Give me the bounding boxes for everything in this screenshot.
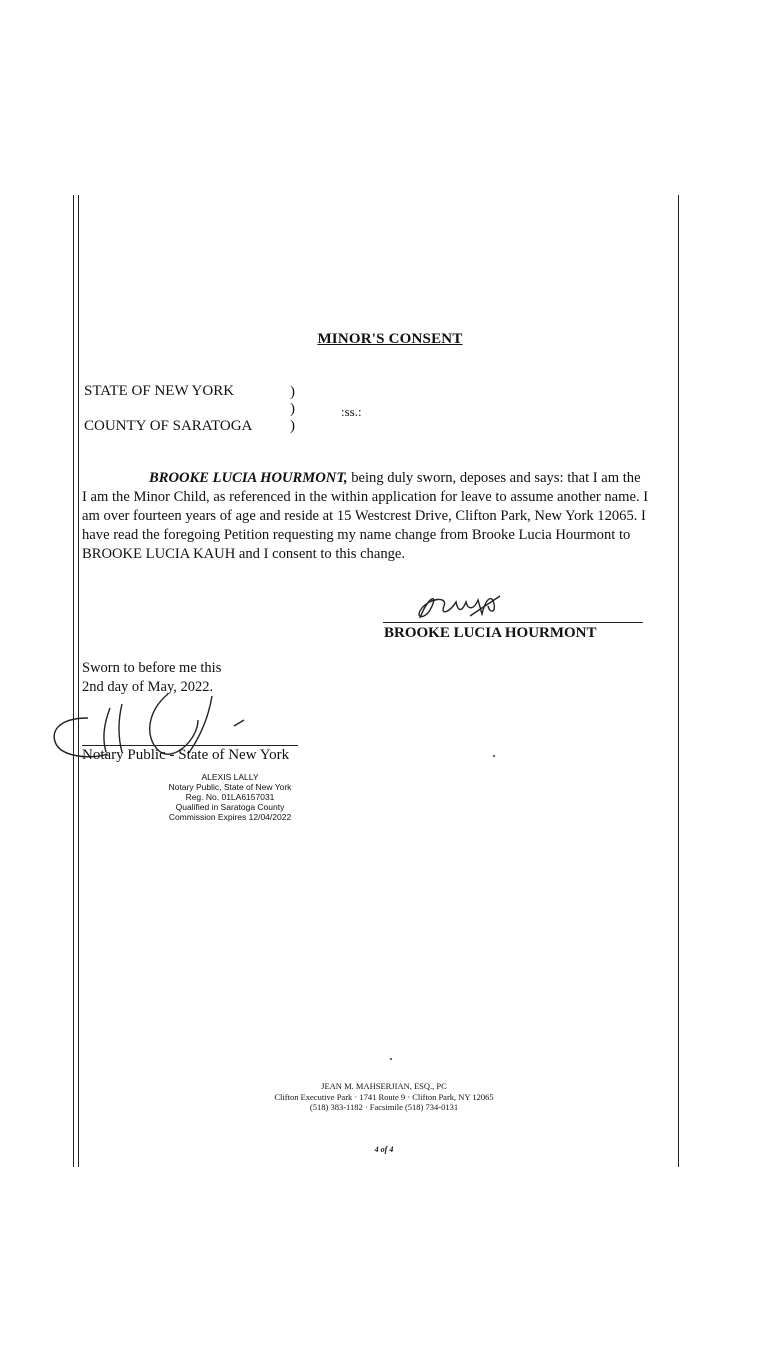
footer-address: Clifton Executive Park · 1741 Route 9 · Clifton Park, NY 12065 bbox=[274, 1091, 494, 1102]
notary-title: Notary Public - State of New York bbox=[82, 747, 290, 763]
signature-line bbox=[383, 622, 643, 623]
speck bbox=[493, 755, 495, 757]
stamp-line: Qualified in Saratoga County bbox=[175, 802, 285, 812]
document-title: MINOR'S CONSENT bbox=[317, 331, 463, 347]
venue-state: STATE OF NEW YORK bbox=[84, 383, 235, 399]
stamp-line: ALEXIS LALLY bbox=[201, 772, 259, 782]
footer-phone: (518) 383-1182 · Facsimile (518) 734-0131 bbox=[309, 1102, 459, 1112]
sworn-line-2: 2nd day of May, 2022. bbox=[82, 679, 214, 695]
footer-firm: JEAN M. MAHSERJIAN, ESQ., PC bbox=[321, 1081, 447, 1091]
venue-paren-2: ) bbox=[290, 401, 295, 417]
stamp-line: Notary Public, State of New York bbox=[168, 782, 292, 792]
speck bbox=[390, 1058, 392, 1060]
body-line-2: I am the Minor Child, as referenced in the within application for leave to assume another name. I bbox=[82, 489, 649, 505]
venue-paren-3: ) bbox=[290, 418, 295, 434]
body-line-3: am over fourteen years of age and reside at 15 Westcrest Drive, Clifton Park, New York 12065. I bbox=[82, 508, 646, 524]
venue-ss: :ss.: bbox=[341, 404, 362, 419]
affiant-signature bbox=[400, 588, 510, 624]
page-number: 4 of 4 bbox=[374, 1145, 394, 1154]
sworn-line-1: Sworn to before me this bbox=[82, 660, 222, 676]
venue-county: COUNTY OF SARATOGA bbox=[84, 418, 253, 434]
venue-paren-1: ) bbox=[290, 384, 295, 400]
notary-stamp bbox=[130, 772, 330, 822]
body-line-5: BROOKE LUCIA KAUH and I consent to this change. bbox=[82, 546, 406, 562]
footer bbox=[0, 1081, 768, 1113]
stamp-line: Commission Expires 12/04/2022 bbox=[168, 812, 292, 822]
affiant-name: BROOKE LUCIA HOURMONT, bbox=[149, 470, 348, 486]
signature-name: BROOKE LUCIA HOURMONT bbox=[384, 625, 597, 641]
notary-signature-line bbox=[82, 745, 298, 746]
body-line-4: have read the foregoing Petition requesting my name change from Brooke Lucia Hourmont to bbox=[82, 527, 631, 543]
affidavit-body: BROOKE LUCIA HOURMONT, being duly sworn, deposes and says: that I am the I am the Minor Child, as referenced in the within application for leave to assume another name. I am over fourteen years of age and reside at 15 Westcrest Drive, Clifton Park, New York 12065. I have read the foregoing Petition requesting my name change from Brooke Lucia Hourmont to BROOKE LUCIA KAUH and I consent to this change. bbox=[82, 469, 679, 564]
stamp-line: Reg. No. 01LA6157031 bbox=[185, 792, 275, 802]
